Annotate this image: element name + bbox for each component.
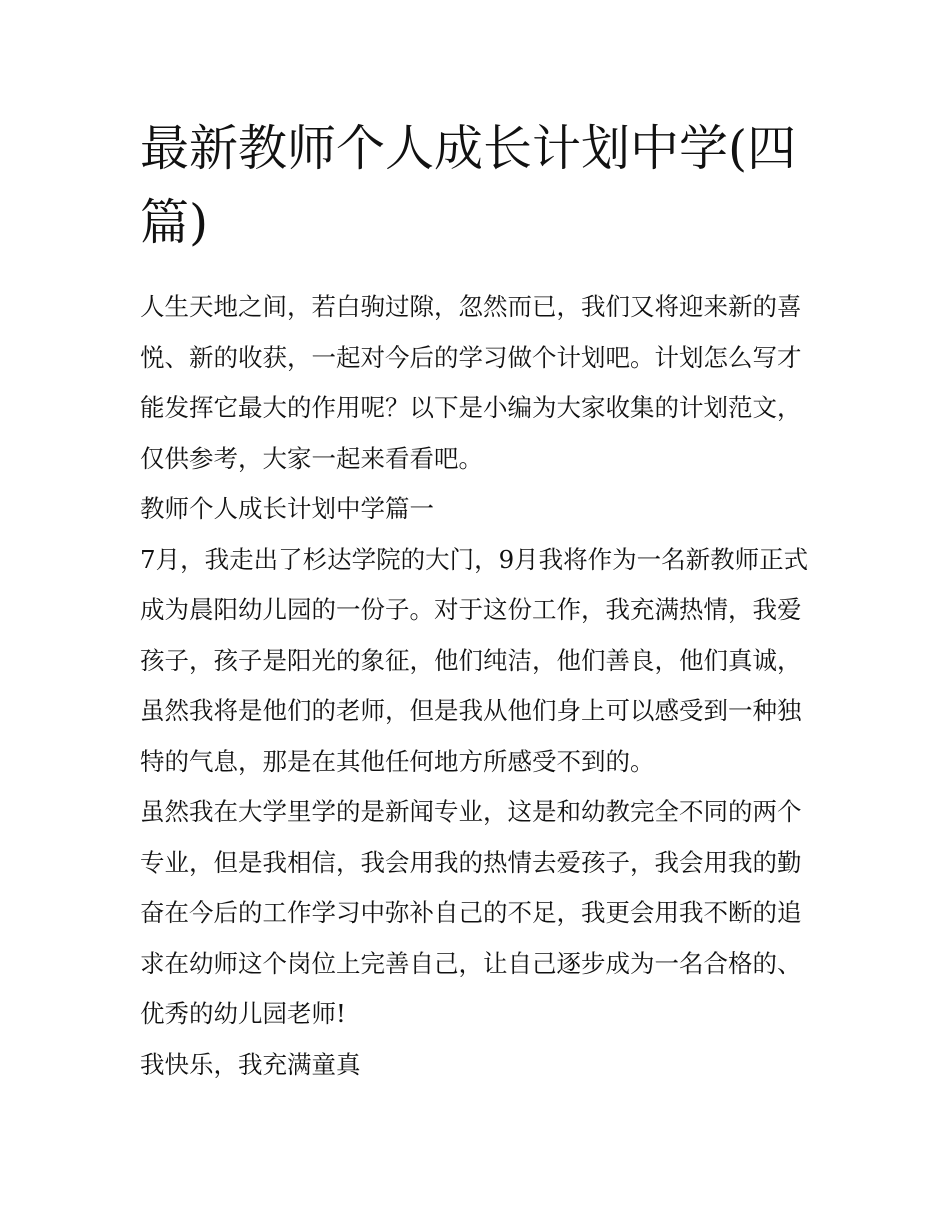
body-paragraph: 虽然我在大学里学的是新闻专业，这是和幼教完全不同的两个专业，但是我相信，我会用我的热情去爱孩子，我会用我的勤奋在今后的工作学习中弥补自己的不足，我更会用我不断的追求在幼师这个岗位上完善自己，让自己逐步成为一名合格的、优秀的幼儿园老师!	[140, 797, 802, 1028]
body-paragraph: 我快乐，我充满童真	[140, 1049, 361, 1079]
document-body	[140, 112, 812, 1090]
document-title: 最新教师个人成长计划中学(四篇)	[140, 120, 797, 251]
body-paragraph: 7月，我走出了杉达学院的大门，9月我将作为一名新教师正式成为晨阳幼儿园的一份子。对于这份工作，我充满热情，我爱孩子，孩子是阳光的象征，他们纯洁，他们善良，他们真诚，虽然我将是他们的老师，但是我从他们身上可以感受到一种独特的气息，那是在其他任何地方所感受不到的。	[140, 544, 809, 776]
intro-paragraph: 人生天地之间，若白驹过隙，忽然而已，我们又将迎来新的喜悦、新的收获，一起对今后的学习做个计划吧。计划怎么写才能发挥它最大的作用呢？以下是小编为大家收集的计划范文，仅供参考，大家一起来看看吧。	[140, 292, 802, 473]
section-heading: 教师个人成长计划中学篇一	[140, 494, 434, 523]
